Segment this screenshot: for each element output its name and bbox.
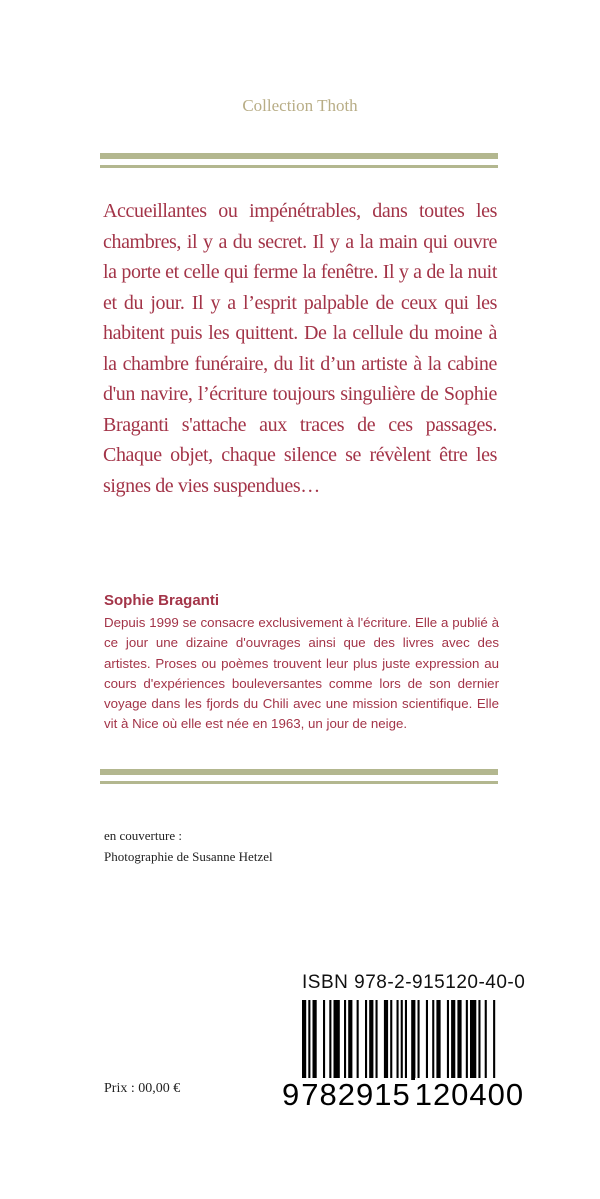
barcode-bar bbox=[313, 1000, 317, 1080]
barcode-bar bbox=[436, 1000, 440, 1080]
barcode-bar bbox=[334, 1000, 340, 1080]
barcode-bar bbox=[457, 1000, 461, 1080]
barcode-bar bbox=[451, 1000, 455, 1080]
author-name: Sophie Braganti bbox=[104, 592, 220, 609]
barcode-bar bbox=[426, 1000, 428, 1080]
barcode-bar bbox=[418, 1000, 420, 1080]
rule-thin-line bbox=[100, 781, 498, 784]
isbn-number: ISBN 978-2-915120-40-0 bbox=[302, 972, 526, 993]
barcode-bar bbox=[323, 1000, 325, 1080]
barcode-bar bbox=[397, 1000, 399, 1080]
barcode-bar bbox=[432, 1000, 434, 1080]
top-double-rule bbox=[100, 153, 498, 170]
price: Prix : 00,00 € bbox=[104, 1081, 181, 1096]
barcode-bar bbox=[466, 1000, 468, 1080]
cover-photo-credit: Photographie de Susanne Hetzel bbox=[104, 849, 273, 864]
cover-label: en couverture : bbox=[104, 828, 182, 843]
barcode-bar bbox=[365, 1000, 367, 1080]
barcode-bar bbox=[401, 1000, 403, 1080]
barcode-bar bbox=[478, 1000, 480, 1080]
book-blurb: Accueillantes ou impénétrables, dans toutes les chambres, il y a du secret. Il y a la main qui ouvre la porte et celle qui ferme la fenêtre. Il y a de la nuit et du jour. Il y a l’esprit palpable de ceux qui les habitent puis les quittent. De la cellule du moine à la chambre funéraire, du lit d’un artiste à la cabine d'un navire, l’écriture toujours singulière de Sophie Braganti s'attache aux traces de ces passages. Chaque objet, chaque silence se révèlent être les signes de vies suspendues… bbox=[103, 200, 497, 497]
bottom-double-rule bbox=[100, 769, 498, 786]
barcode-bar bbox=[329, 1000, 331, 1080]
barcode-digits bbox=[282, 1077, 525, 1112]
barcode-bar bbox=[493, 1000, 495, 1080]
rule-thick-line bbox=[100, 153, 498, 159]
author-bio: Depuis 1999 se consacre exclusivement à l'écriture. Elle a publié à ce jour une dizaine d'ouvrages ainsi que des livres avec des artistes. Proses ou poèmes trouvent leur plus juste expression au cours d'expériences bouleversantes comme lors de son dernier voyage dans les fjords du Chili avec une mission scientifique. Elle vit à Nice où elle est née en 1963, un jour de neige. bbox=[104, 615, 499, 732]
barcode-bar bbox=[348, 1000, 352, 1080]
barcode-bar bbox=[470, 1000, 476, 1080]
rule-thick-line bbox=[100, 769, 498, 775]
barcode-digit-first: 9 bbox=[282, 1077, 300, 1112]
barcode-bar bbox=[390, 1000, 392, 1080]
barcode-digits-right: 120400 bbox=[414, 1077, 525, 1112]
barcode-bar bbox=[384, 1000, 388, 1080]
collection-title: Collection Thoth bbox=[242, 96, 358, 115]
barcode-bar bbox=[411, 1000, 415, 1080]
barcode-digits-left: 782915 bbox=[301, 1077, 411, 1112]
barcode-bar bbox=[344, 1000, 346, 1080]
barcode-bar bbox=[357, 1000, 359, 1080]
barcode-bar bbox=[485, 1000, 487, 1080]
barcode-bar bbox=[369, 1000, 373, 1080]
barcode-bar bbox=[376, 1000, 378, 1080]
rule-thin-line bbox=[100, 165, 498, 168]
barcode-bar bbox=[447, 1000, 449, 1080]
